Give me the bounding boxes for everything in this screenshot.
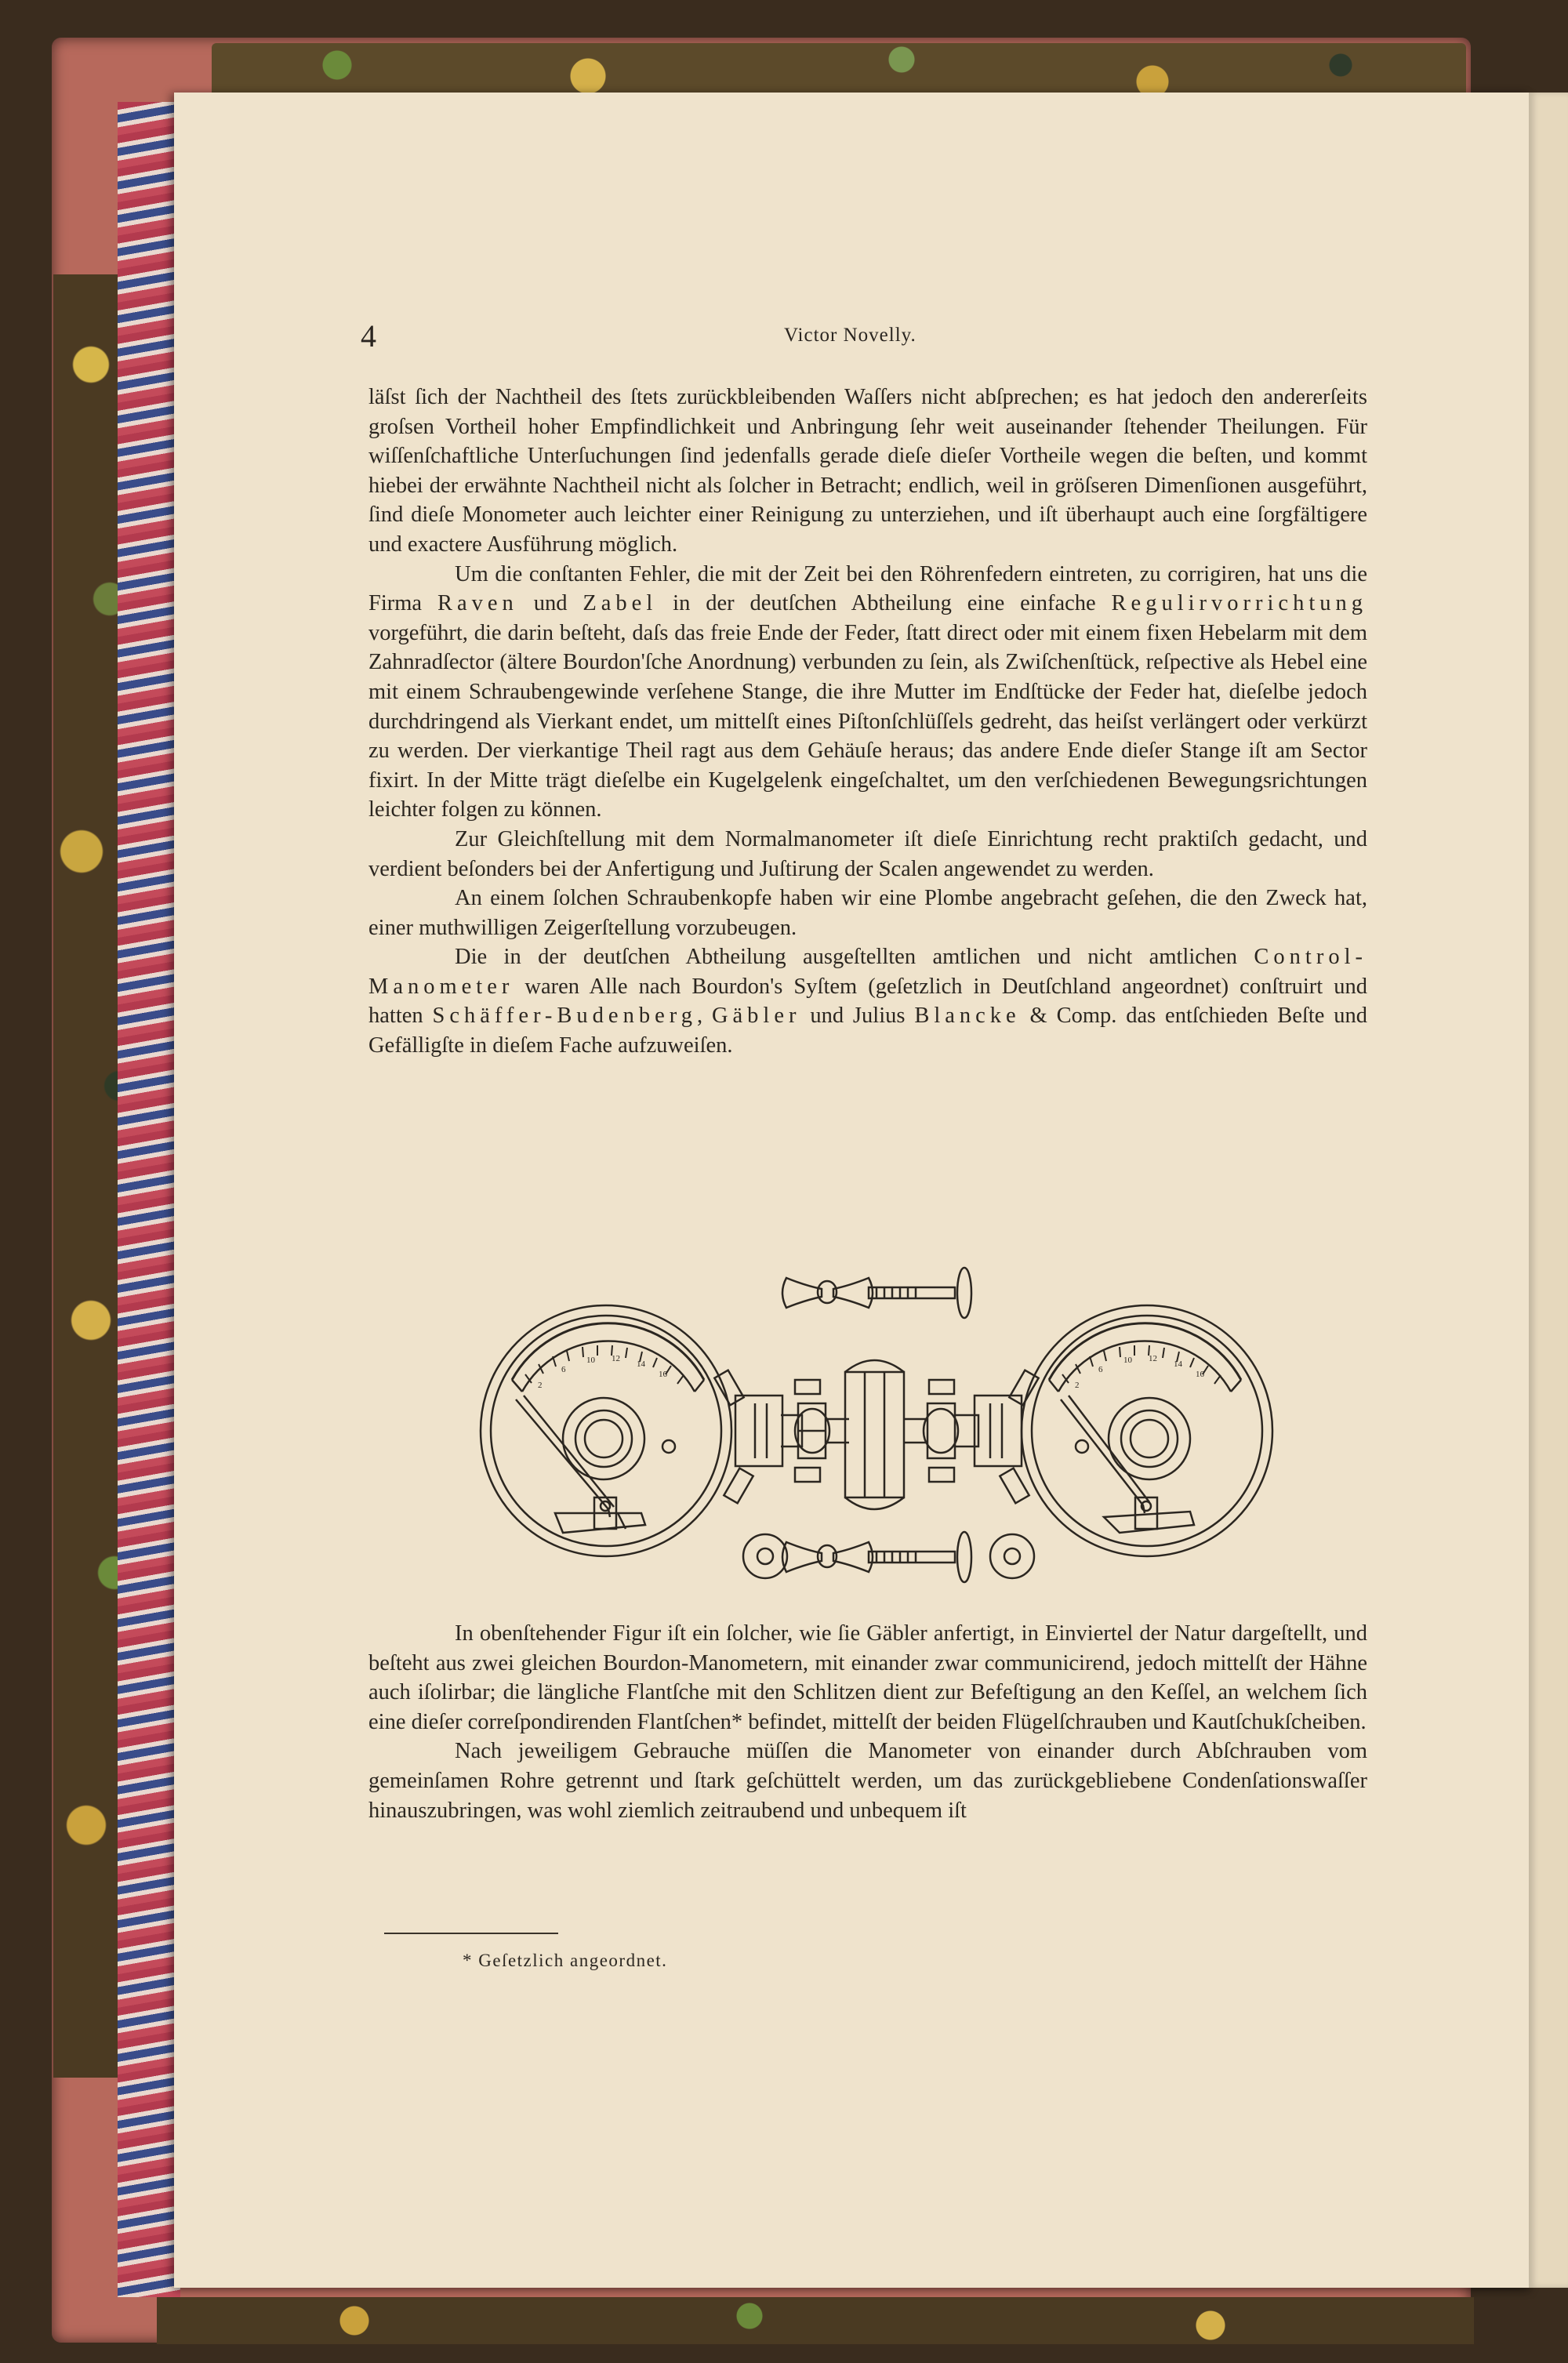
scale-number: 16 bbox=[659, 1370, 667, 1379]
manometer-figure bbox=[477, 1262, 1356, 1592]
text-run: Die in der deutſchen Abtheilung ausgeſtellten amtlichen und nicht amtlichen bbox=[455, 945, 1254, 970]
text-run: , bbox=[696, 1004, 712, 1029]
page-number: 4 bbox=[361, 318, 376, 354]
text-run: in der deutſchen Abtheilung eine einfache bbox=[657, 591, 1112, 616]
firm-name-zabel: Zabel bbox=[583, 591, 658, 616]
paragraph bbox=[368, 942, 1367, 1060]
connecting-valves bbox=[735, 1360, 1022, 1509]
facing-page-edge bbox=[1529, 93, 1568, 2288]
wing-screw-bottom bbox=[782, 1532, 971, 1582]
firm-name-gaebler: Gäbler bbox=[711, 1004, 801, 1029]
term-regulirvorrichtung: Regulirvorrichtung bbox=[1111, 591, 1368, 616]
footnote-rule bbox=[384, 1933, 558, 1934]
text-run: & Comp. das entſchieden Beſte und Gefälligſte in dieſem Fache aufzuweiſen. bbox=[368, 1004, 1368, 1058]
rubber-washer-right bbox=[990, 1534, 1034, 1578]
firm-name-schaeffer: Schäffer-Budenberg bbox=[432, 1004, 697, 1029]
firm-name-raven: Raven bbox=[437, 591, 518, 616]
scale-number: 6 bbox=[1098, 1365, 1103, 1374]
right-manometer bbox=[1000, 1305, 1272, 1556]
scale-number: 2 bbox=[538, 1381, 543, 1390]
text-run: waren Alle nach Bourdon's Syſtem (geſetzlich in Deutſchland angeordnet) conſtruirt und hatten bbox=[368, 974, 1367, 1029]
rubber-washer-left bbox=[743, 1534, 787, 1578]
firm-name-blancke: Blancke bbox=[914, 1004, 1021, 1029]
body-text-top bbox=[368, 383, 1367, 1061]
scale-number: 14 bbox=[1174, 1359, 1182, 1369]
text-run: und bbox=[517, 591, 583, 616]
text-run: und Julius bbox=[800, 1004, 915, 1029]
left-manometer bbox=[481, 1305, 753, 1556]
footnote: * Geſetzlich angeordnet. bbox=[463, 1951, 668, 1970]
paragraph: läſst ſich der Nachtheil des ſtets zurückbleibenden Waſſers nicht abſprechen; es hat jedoch den andererſeits groſsen Vortheil hoher Empfindlichkeit und Anbringung ſehr weit auseinander ſtehender Theilungen. Für wiſſenſchaftliche Unterſuchungen ſind jedenfalls gerade dieſe dieſer Vortheile wegen die beſten, und kommt hiebei der erwähnte Nachtheil nicht als ſolcher in Betracht; endlich, weil in gröſseren Dimenſionen ausgeführt, ſind dieſe Monometer auch leichter einer Reinigung zu unterziehen, und iſt überhaupt auch eine ſorgfältigere und exactere Ausführung möglich. bbox=[368, 385, 1367, 557]
marbled-edge-top bbox=[212, 43, 1466, 98]
marbled-edge-bottom bbox=[157, 2297, 1474, 2344]
marbled-page-edges bbox=[118, 102, 180, 2297]
scale-number: 16 bbox=[1196, 1370, 1204, 1379]
text-run: Um die conſtanten Fehler, die mit der Zeit bei den Röhrenfedern eintreten, zu corrigiren, hat uns die Firma bbox=[368, 561, 1367, 616]
paragraph: Nach jeweiligem Gebrauche müſſen die Manometer von einander durch Abſchrauben vom gemeinſamen Rohre getrennt und ſtark geſchüttelt werden, um das zurückgebliebene Condenſationswaſſer hinauszubringen, was wohl ziemlich zeitraubend und unbequem iſt bbox=[368, 1739, 1367, 1823]
scale-number: 10 bbox=[586, 1356, 595, 1365]
running-head: Victor Novelly. bbox=[784, 325, 916, 346]
body-text-bottom bbox=[368, 1619, 1367, 1825]
paragraph: An einem ſolchen Schraubenkopfe haben wir eine Plombe angebracht geſehen, die den Zweck hat, einer muthwilligen Zeigerſtellung vorzubeugen. bbox=[368, 886, 1367, 940]
wing-screw-top bbox=[782, 1268, 971, 1318]
scale-number: 14 bbox=[637, 1359, 645, 1369]
scale-number: 12 bbox=[1149, 1354, 1157, 1363]
paragraph: In obenſtehender Figur iſt ein ſolcher, wie ſie Gäbler anfertigt, in Einviertel der Natur dargeſtellt, und beſteht aus zwei gleichen Bourdon-Manometern, mit einander zwar communicirend, jedoch mittelſt der Hähne auch iſolirbar; die längliche Flantſche mit den Schlitzen dient zur Befeſtigung an den Keſſel, an welchem ſich eine dieſer correſpondirenden Flantſchen* befindet, mittelſt der beiden Flügelſchrauben und Kautſchukſcheiben. bbox=[368, 1621, 1367, 1734]
term-control-manometer: Control-Manometer bbox=[368, 945, 1367, 999]
scale-number: 2 bbox=[1075, 1381, 1080, 1390]
scale-number: 6 bbox=[561, 1365, 566, 1374]
scale-number: 10 bbox=[1123, 1356, 1132, 1365]
scale-number: 12 bbox=[612, 1354, 620, 1363]
text-run: vorgeführt, die darin beſteht, daſs das freie Ende der Feder, ſtatt direct oder mit einem fixen Hebelarm mit dem Zahnradſector (ältere Bourdon'ſche Anordnung) verbunden zu ſein, als Zwiſchenſtück, reſpective als Hebel eine mit einem Schraubengewinde verſehene Stange, die ihre Mutter im Endſtücke der Feder hat, dieſelbe jedoch durchdringend als Vierkant endet, um mittelſt eines Piſtonſchlüſſels gedreht, das heiſst verlängert oder verkürzt zu werden. Der vierkantige Theil ragt aus dem Gehäuſe heraus; das andere Ende dieſer Stange iſt am Sector fixirt. In der Mitte trägt dieſelbe ein Kugelgelenk eingeſchaltet, um den verſchiedenen Bewegungsrichtungen leichter folgen zu können. bbox=[368, 620, 1367, 822]
paragraph bbox=[368, 560, 1367, 825]
paragraph: Zur Gleichſtellung mit dem Normalmanometer iſt dieſe Einrichtung recht praktiſch gedacht, und verdient beſonders bei der Anfertigung und Juſtirung der Scalen angewendet zu werden. bbox=[368, 826, 1367, 881]
